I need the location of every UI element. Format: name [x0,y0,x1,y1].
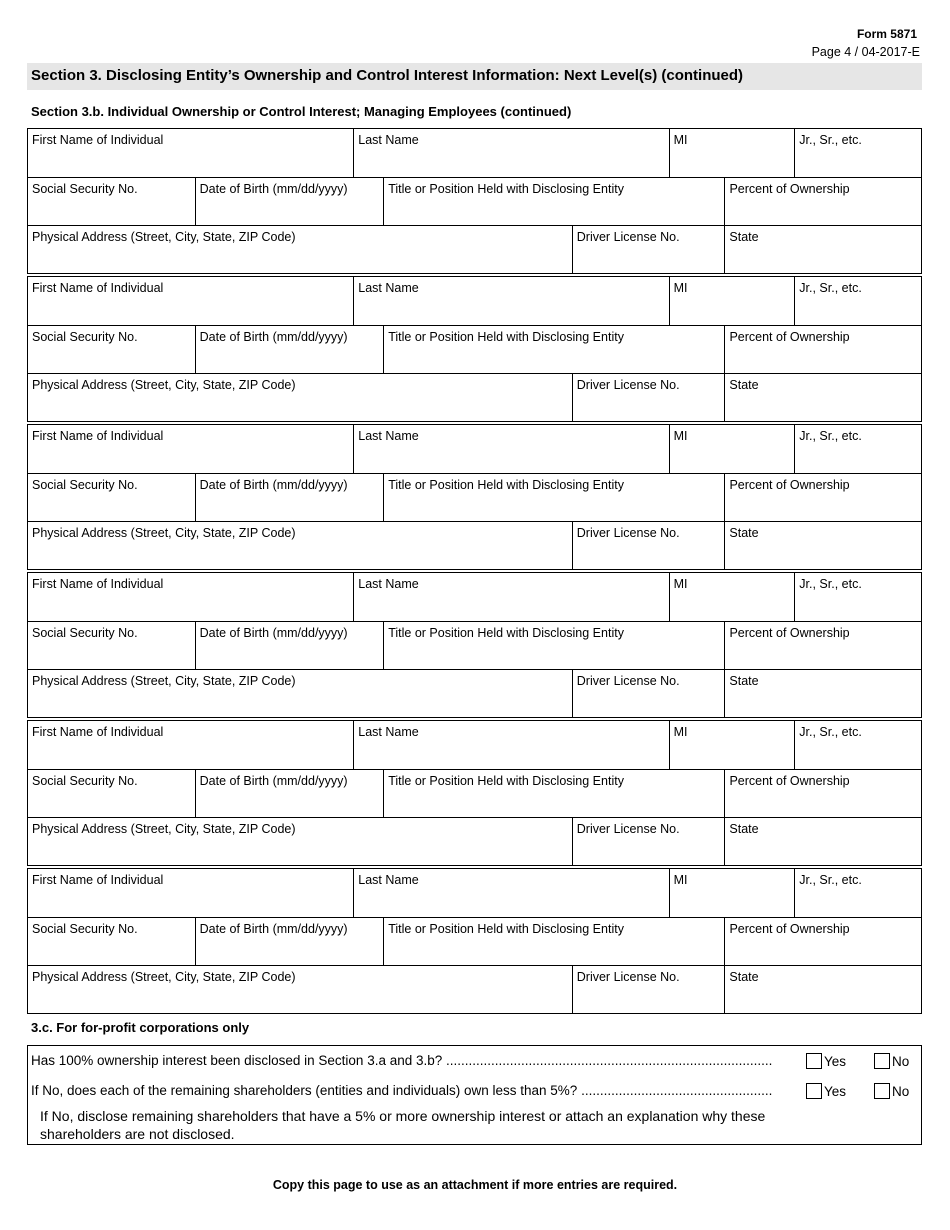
first-name-field[interactable]: First Name of Individual [28,277,354,325]
q1-yes-checkbox[interactable] [806,1053,822,1069]
driver-license-field[interactable]: Driver License No. [573,522,726,569]
title-position-field[interactable]: Title or Position Held with Disclosing Entity [384,326,725,373]
driver-license-field[interactable]: Driver License No. [573,966,726,1013]
individual-row [27,522,922,570]
q2-no-checkbox[interactable] [874,1083,890,1099]
ssn-field[interactable]: Social Security No. [28,178,196,225]
section-3c-box [27,1045,922,1145]
individual-row [27,276,922,326]
mi-field[interactable]: MI [670,129,796,177]
suffix-field[interactable]: Jr., Sr., etc. [799,577,862,591]
last-name-field[interactable]: Last Name [354,721,669,769]
individual-row [27,818,922,866]
dob-field[interactable]: Date of Birth (mm/dd/yyyy) [196,178,385,225]
individual-row [27,178,922,226]
state-field[interactable]: State [729,970,759,984]
dob-field[interactable]: Date of Birth (mm/dd/yyyy) [196,326,385,373]
ssn-field[interactable]: Social Security No. [28,326,196,373]
individual-row [27,670,922,718]
state-field[interactable]: State [729,230,759,244]
state-field[interactable]: State [729,822,759,836]
state-field[interactable]: State [729,378,759,392]
footer-note: Copy this page to use as an attachment if more entries are required. [272,1178,678,1192]
address-field[interactable]: Physical Address (Street, City, State, ZIP Code) [28,522,573,569]
title-position-field[interactable]: Title or Position Held with Disclosing Entity [384,474,725,521]
first-name-field[interactable]: First Name of Individual [28,721,354,769]
q1-no-option[interactable] [874,1053,909,1069]
ssn-field[interactable]: Social Security No. [28,622,196,669]
percent-ownership-field[interactable]: Percent of Ownership [729,478,850,492]
title-position-field[interactable]: Title or Position Held with Disclosing Entity [384,622,725,669]
q2-no-label: No [892,1083,910,1099]
mi-field[interactable]: MI [670,277,796,325]
title-position-field[interactable]: Title or Position Held with Disclosing Entity [384,770,725,817]
suffix-field[interactable]: Jr., Sr., etc. [799,873,862,887]
q2-yes-checkbox[interactable] [806,1083,822,1099]
address-field[interactable]: Physical Address (Street, City, State, ZIP Code) [28,966,573,1013]
individual-block [27,572,922,718]
suffix-field[interactable]: Jr., Sr., etc. [799,725,862,739]
dob-field[interactable]: Date of Birth (mm/dd/yyyy) [196,770,385,817]
individual-row [27,918,922,966]
suffix-field[interactable]: Jr., Sr., etc. [799,281,862,295]
last-name-field[interactable]: Last Name [354,573,669,621]
percent-ownership-field[interactable]: Percent of Ownership [729,182,850,196]
individual-row [27,868,922,918]
individual-block [27,276,922,422]
first-name-field[interactable]: First Name of Individual [28,869,354,917]
first-name-field[interactable]: First Name of Individual [28,425,354,473]
individual-row [27,226,922,274]
individual-row [27,720,922,770]
q2-yes-label: Yes [824,1083,847,1099]
form-number: Form 5871 [856,27,917,41]
individual-row [27,374,922,422]
disclosure-note: If No, disclose remaining shareholders that have a 5% or more ownership interest or attach an explanation why these shareholders are not disclosed. [40,1108,766,1142]
question-full-disclosure: Has 100% ownership interest been disclosed in Section 3.a and 3.b? ....................................................................................... [31,1053,773,1068]
last-name-field[interactable]: Last Name [354,277,669,325]
address-field[interactable]: Physical Address (Street, City, State, ZIP Code) [28,226,573,273]
section-subtitle: Section 3.b. Individual Ownership or Control Interest; Managing Employees (continued) [31,104,572,119]
individual-block [27,868,922,1014]
page-info: Page 4 / 04-2017-E [811,45,920,59]
address-field[interactable]: Physical Address (Street, City, State, ZIP Code) [28,670,573,717]
individual-row [27,326,922,374]
state-field[interactable]: State [729,674,759,688]
last-name-field[interactable]: Last Name [354,869,669,917]
driver-license-field[interactable]: Driver License No. [573,818,726,865]
q1-yes-label: Yes [824,1053,847,1069]
mi-field[interactable]: MI [670,869,796,917]
last-name-field[interactable]: Last Name [354,129,669,177]
dob-field[interactable]: Date of Birth (mm/dd/yyyy) [196,622,385,669]
percent-ownership-field[interactable]: Percent of Ownership [729,330,850,344]
q2-yes-option[interactable] [806,1083,846,1099]
section-title: Section 3. Disclosing Entity’s Ownership and Control Interest Information: Next Level(s) (continued) [27,63,922,90]
ssn-field[interactable]: Social Security No. [28,918,196,965]
driver-license-field[interactable]: Driver License No. [573,226,726,273]
title-position-field[interactable]: Title or Position Held with Disclosing Entity [384,178,725,225]
q1-no-label: No [892,1053,910,1069]
mi-field[interactable]: MI [670,425,796,473]
question-remaining-shareholders: If No, does each of the remaining shareholders (entities and individuals) own less than 5%? ................................................... [31,1083,773,1098]
individual-block [27,424,922,570]
individual-row [27,622,922,670]
mi-field[interactable]: MI [670,573,796,621]
first-name-field[interactable]: First Name of Individual [28,573,354,621]
percent-ownership-field[interactable]: Percent of Ownership [729,922,850,936]
individual-blocks [27,128,922,1016]
section-3c-title: 3.c. For for-profit corporations only [31,1020,250,1035]
last-name-field[interactable]: Last Name [354,425,669,473]
mi-field[interactable]: MI [670,721,796,769]
individual-row [27,572,922,622]
ssn-field[interactable]: Social Security No. [28,770,196,817]
first-name-field[interactable]: First Name of Individual [28,129,354,177]
q1-no-checkbox[interactable] [874,1053,890,1069]
dob-field[interactable]: Date of Birth (mm/dd/yyyy) [196,918,385,965]
driver-license-field[interactable]: Driver License No. [573,374,726,421]
percent-ownership-field[interactable]: Percent of Ownership [729,774,850,788]
individual-row [27,424,922,474]
ssn-field[interactable]: Social Security No. [28,474,196,521]
individual-row [27,128,922,178]
q2-no-option[interactable] [874,1083,909,1099]
percent-ownership-field[interactable]: Percent of Ownership [729,626,850,640]
dob-field[interactable]: Date of Birth (mm/dd/yyyy) [196,474,385,521]
address-field[interactable]: Physical Address (Street, City, State, ZIP Code) [28,374,573,421]
address-field[interactable]: Physical Address (Street, City, State, ZIP Code) [28,818,573,865]
suffix-field[interactable]: Jr., Sr., etc. [799,133,862,147]
individual-row [27,770,922,818]
individual-block [27,720,922,866]
q1-yes-option[interactable] [806,1053,846,1069]
individual-row [27,474,922,522]
state-field[interactable]: State [729,526,759,540]
title-position-field[interactable]: Title or Position Held with Disclosing Entity [384,918,725,965]
individual-row [27,966,922,1014]
suffix-field[interactable]: Jr., Sr., etc. [799,429,862,443]
driver-license-field[interactable]: Driver License No. [573,670,726,717]
individual-block [27,128,922,274]
